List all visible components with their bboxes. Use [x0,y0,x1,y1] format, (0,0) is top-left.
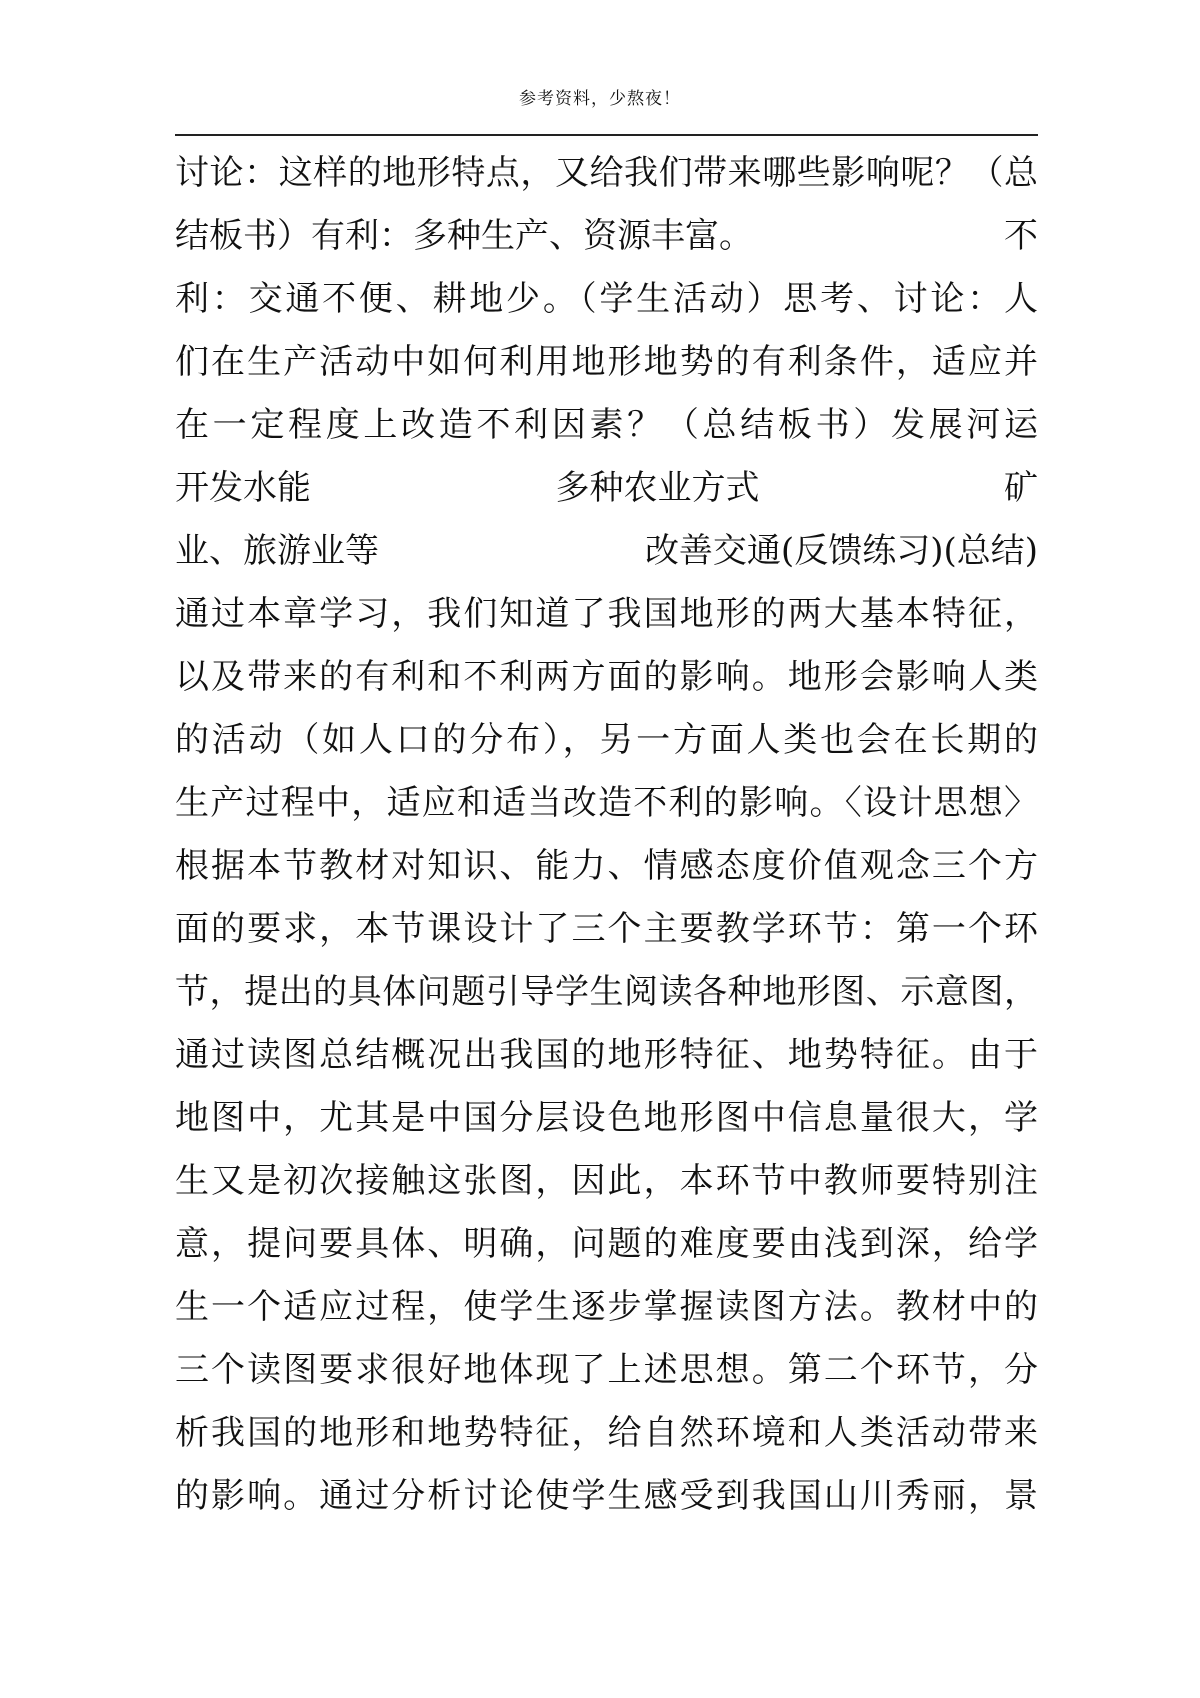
text-line: 三个读图要求很好地体现了上述思想。第二个环节，分 [175,1350,1038,1390]
text-line: 地图中，尤其是中国分层设色地形图中信息量很大，学 [175,1098,1038,1138]
text-line: 的影响。通过分析讨论使学生感受到我国山川秀丽，景 [175,1476,1038,1516]
text-segment: 矿 [1004,468,1038,508]
text-line: 生一个适应过程，使学生逐步掌握读图方法。教材中的 [175,1287,1038,1327]
header-divider [175,134,1038,136]
text-line: 节，提出的具体问题引导学生阅读各种地形图、示意图， [175,972,1038,1012]
text-line-start: 结板书）有利：多种生产、资源丰富。 [175,216,753,256]
text-line-end: 不 [1004,216,1038,256]
text-line: 通过本章学习，我们知道了我国地形的两大基本特征， [175,594,1038,634]
text-line: 以及带来的有利和不利两方面的影响。地形会影响人类 [175,657,1038,697]
text-line: 的活动（如人口的分布），另一方面人类也会在长期的 [175,720,1038,760]
text-line [175,520,1038,583]
text-line: 通过读图总结概况出我国的地形特征、地势特征。由于 [175,1035,1038,1075]
text-segment: 业、旅游业等 [175,531,379,571]
text-line: 讨论：这样的地形特点，又给我们带来哪些影响呢？（总 [175,153,1038,193]
text-line: 在一定程度上改造不利因素？（总结板书）发展河运 [175,405,1038,445]
text-segment: 多种农业方式 [555,468,760,508]
text-line [175,205,1038,268]
text-line: 们在生产活动中如何利用地形地势的有利条件，适应并 [175,342,1038,382]
body-text [175,142,1038,1528]
text-line: 生又是初次接触这张图，因此，本环节中教师要特别注 [175,1161,1038,1201]
text-line: 意，提问要具体、明确，问题的难度要由浅到深，给学 [175,1224,1038,1264]
page-header: 参考资料，少熬夜！ [519,89,681,109]
text-line: 析我国的地形和地势特征，给自然环境和人类活动带来 [175,1413,1038,1453]
text-segment: 开发水能 [175,468,311,508]
text-segment: 改善交通(反馈练习)(总结) [644,531,1038,571]
text-line: 利：交通不便、耕地少。（学生活动）思考、讨论：人 [175,279,1038,319]
text-line: 生产过程中，适应和适当改造不利的影响。〈设计思想〉 [175,783,1038,823]
text-line [175,457,1038,520]
text-line: 根据本节教材对知识、能力、情感态度价值观念三个方 [175,846,1038,886]
text-line: 面的要求，本节课设计了三个主要教学环节：第一个环 [175,909,1038,949]
